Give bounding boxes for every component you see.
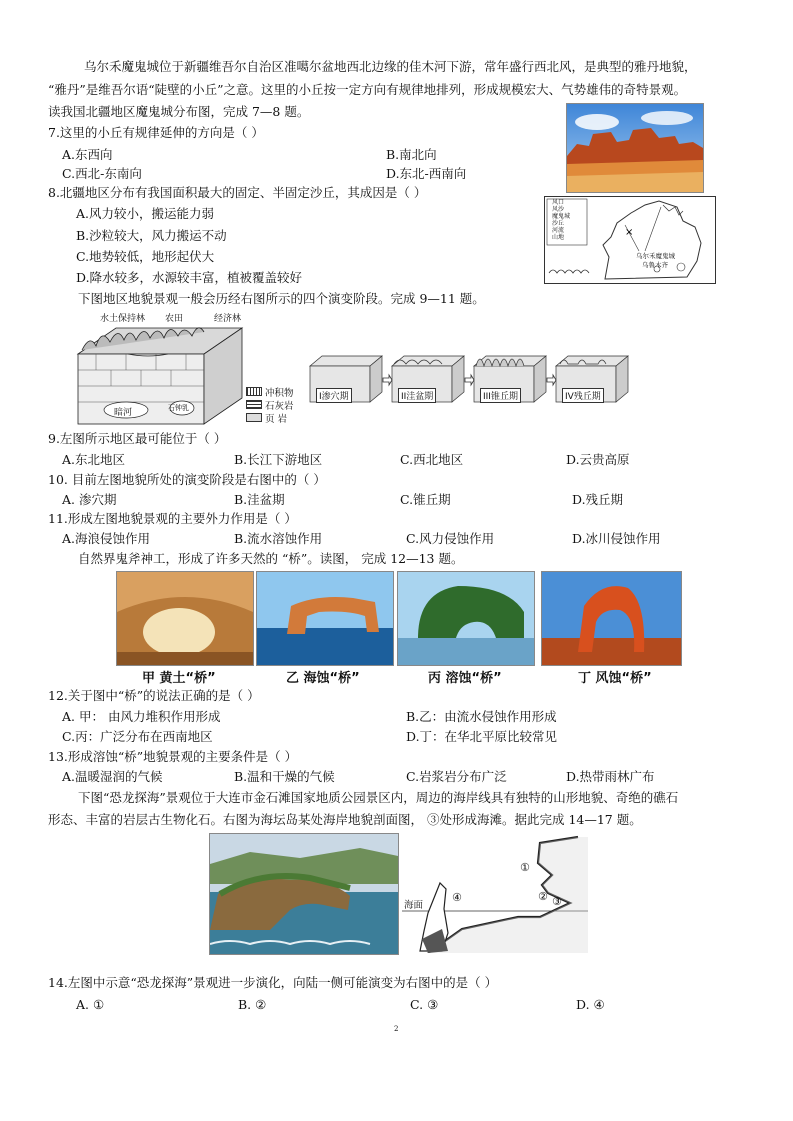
q12-option-c[interactable]: C.丙：广泛分布在西南地区 [62, 729, 213, 744]
intro2: 下图地区地貌景观一般会历经右图所示的四个演变阶段。完成 9—11 题。 [78, 291, 485, 306]
legend-limestone-label: 石灰岩 [265, 401, 294, 412]
q9-option-d[interactable]: D.云贵高原 [566, 452, 630, 467]
loess-bridge-photo [116, 571, 254, 666]
label-stalactite: 石钟乳 [168, 404, 189, 412]
q12-stem: 12.关于图中“桥”的说法正确的是（ ） [48, 688, 260, 703]
q10-option-c[interactable]: C.锥丘期 [400, 492, 451, 507]
q14-option-c[interactable]: C. ③ [410, 997, 439, 1012]
q10-stem: 10. 目前左图地貌所处的演变阶段是右图中的（ ） [48, 472, 326, 487]
yardang-photo [566, 103, 704, 193]
q8-option-b[interactable]: B.沙粒较大，风力搬运不动 [76, 228, 227, 243]
q8-option-a[interactable]: A.风力较小，搬运能力弱 [76, 206, 215, 221]
q13-option-a[interactable]: A.温暖湿润的气候 [62, 769, 163, 784]
label-underground-river: 暗河 [114, 408, 133, 418]
intro1-line3: 读我国北疆地区魔鬼城分布图，完成 7—8 题。 [48, 104, 310, 119]
mark-4: ④ [452, 891, 462, 904]
map-label-devil-city: 乌尔禾魔鬼城 [636, 252, 675, 260]
legend-dune: 沙丘 [552, 220, 565, 227]
limestone-swatch-icon [246, 400, 262, 409]
stage-1-label: I渗穴期 [316, 388, 352, 403]
q11-stem: 11.形成左图地貌景观的主要外力作用是（ ） [48, 511, 297, 526]
mark-2: ② [538, 890, 548, 903]
intro1-line2: “雅丹”是维吾尔语“陡壁的小丘”之意。这里的小丘按一定方向有规律地排列，形成规模宏大、气势雄伟的奇特景观。 [48, 82, 687, 97]
q13-option-d[interactable]: D.热带雨林广布 [566, 769, 655, 784]
legend-wind-sand: 风沙 [552, 206, 565, 213]
q14-stem: 14.左图中示意“恐龙探海”景观进一步演化，向陆一侧可能演变为右图中的是（ ） [48, 975, 498, 990]
q7-option-b[interactable]: B.南北向 [386, 147, 437, 162]
q13-option-b[interactable]: B.温和干燥的气候 [234, 769, 335, 784]
q13-stem: 13.形成溶蚀“桥”地貌景观的主要条件是（ ） [48, 749, 298, 764]
karst-bridge-photo [397, 571, 535, 666]
label-farmland: 农田 [165, 314, 184, 324]
svg-text:×: × [625, 227, 634, 238]
q12-option-a[interactable]: A. 甲： 由风力堆积作用形成 [62, 709, 221, 724]
legend-mountain: 山地 [552, 234, 565, 241]
q7-stem: 7.这里的小丘有规律延伸的方向是（ ） [48, 125, 264, 140]
dinosaur-sea-photo [209, 833, 399, 955]
caption-wind-bridge: 丁 风蚀“桥” [578, 671, 652, 686]
legend-limestone [246, 400, 294, 413]
q10-option-b[interactable]: B.洼盆期 [234, 492, 285, 507]
wind-bridge-photo [541, 571, 682, 666]
intro1-line1: 乌尔禾魔鬼城位于新疆维吾尔自治区准噶尔盆地西北边缘的佳木河下游，常年盛行西北风，是典型的雅丹地貌， [84, 59, 697, 74]
q10-option-d[interactable]: D.残丘期 [572, 492, 624, 507]
page-number: 2 [394, 1025, 399, 1033]
q14-option-b[interactable]: B. ② [238, 997, 267, 1012]
map-legend [552, 199, 570, 241]
intro4-line2: 形态、丰富的岩层古生物化石。右图为海坛岛某处海岸地貌剖面图， ③处形成海滩。据此完成 14—17 题。 [48, 812, 642, 827]
legend-alluvium-label: 冲积物 [265, 388, 294, 399]
legend-alluvium [246, 387, 294, 400]
sea-level-label: 海面 [404, 900, 424, 911]
q7-option-c[interactable]: C.西北-东南向 [62, 166, 142, 181]
q11-option-d[interactable]: D.冰川侵蚀作用 [572, 531, 661, 546]
q11-option-a[interactable]: A.海浪侵蚀作用 [62, 531, 151, 546]
stage-4-label: IV残丘期 [562, 388, 604, 403]
legend-shale-label: 页 岩 [265, 414, 288, 425]
intro4-line1: 下图“恐龙探海”景观位于大连市金石滩国家地质公园景区内，周边的海岸线具有独特的山形地貌、奇绝的礁石 [78, 790, 679, 805]
q8-stem: 8.北疆地区分布有我国面积最大的固定、半固定沙丘，其成因是（ ） [48, 185, 427, 200]
q7-option-d[interactable]: D.东北-西南向 [386, 166, 467, 181]
mark-1: ① [520, 861, 530, 874]
legend-river: 河流 [552, 227, 565, 234]
coastal-profile [402, 833, 588, 953]
stage-3-label: III锥丘期 [480, 388, 521, 403]
stage-diagram [308, 352, 644, 406]
mark-3: ③ [552, 895, 562, 908]
q13-option-c[interactable]: C.岩浆岩分布广泛 [406, 769, 507, 784]
q14-option-a[interactable]: A. ① [76, 997, 105, 1012]
caption-loess-bridge: 甲 黄土“桥” [142, 671, 216, 686]
q11-option-b[interactable]: B.流水溶蚀作用 [234, 531, 323, 546]
caption-sea-bridge: 乙 海蚀“桥” [286, 671, 360, 686]
shale-swatch-icon [246, 413, 262, 422]
intro3: 自然界鬼斧神工，形成了许多天然的 “桥”。读图， 完成 12—13 题。 [78, 551, 464, 566]
karst-block-diagram [76, 314, 244, 426]
q12-option-d[interactable]: D.丁：在华北平原比较常见 [406, 729, 558, 744]
label-economic-forest: 经济林 [214, 314, 242, 324]
q9-option-b[interactable]: B.长江下游地区 [234, 452, 323, 467]
q7-option-a[interactable]: A.东西向 [62, 147, 113, 162]
q8-option-d[interactable]: D.降水较多，水源较丰富，植被覆盖较好 [76, 270, 303, 285]
q9-stem: 9.左图所示地区最可能位于（ ） [48, 431, 227, 446]
q12-option-b[interactable]: B.乙：由流水侵蚀作用形成 [406, 709, 557, 724]
alluvium-swatch-icon [246, 387, 262, 396]
q10-option-a[interactable]: A. 渗穴期 [62, 492, 117, 507]
q11-option-c[interactable]: C.风力侵蚀作用 [406, 531, 495, 546]
q9-option-c[interactable]: C.西北地区 [400, 452, 464, 467]
q9-option-a[interactable]: A.东北地区 [62, 452, 126, 467]
q14-option-d[interactable]: D. ④ [576, 997, 605, 1012]
legend-wind-gap: 风口 [552, 199, 565, 206]
sea-bridge-photo [256, 571, 394, 666]
caption-karst-bridge: 丙 溶蚀“桥” [428, 671, 502, 686]
map-label-urumqi: 乌鲁木齐 [642, 261, 668, 269]
legend-devil-city: 魔鬼城 [552, 213, 571, 220]
legend-shale [246, 413, 294, 426]
label-soil-forest: 水土保持林 [100, 314, 146, 324]
stage-2-label: II洼盆期 [398, 388, 436, 403]
block-legend [246, 387, 294, 426]
q8-option-c[interactable]: C.地势较低，地形起伏大 [76, 249, 215, 264]
